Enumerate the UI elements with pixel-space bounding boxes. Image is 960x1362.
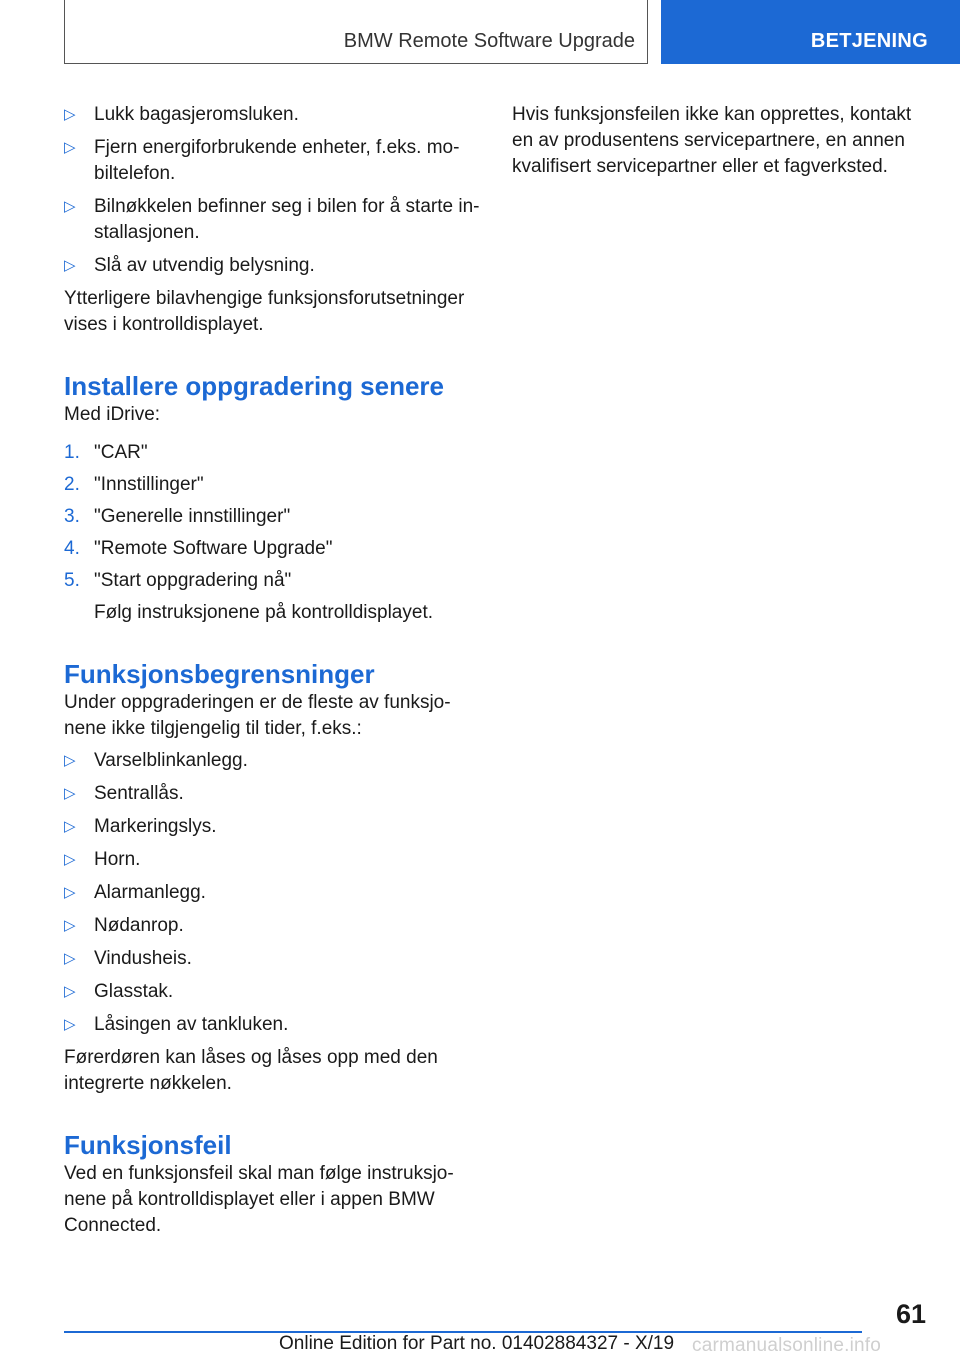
triangle-bullet-icon: ▷ [64, 106, 76, 123]
list-item-text: Lukk bagasjeromsluken. [94, 104, 299, 125]
list-item-text: Vindusheis. [94, 948, 192, 969]
step-note: Følg instruksjonene på kontrolldisplayet. [94, 602, 434, 623]
list-item-text: Låsingen av tankluken. [94, 1014, 289, 1035]
triangle-bullet-icon: ▷ [64, 917, 76, 934]
step-number: 4. [64, 538, 80, 559]
step-item [64, 440, 480, 466]
step-number: 5. [64, 570, 80, 591]
list-item [64, 847, 480, 873]
list-item [64, 814, 480, 840]
left-column [64, 102, 480, 1245]
step-number: 1. [64, 442, 80, 463]
right-column [512, 102, 922, 186]
triangle-bullet-icon: ▷ [64, 752, 76, 769]
idrive-intro: Med iDrive: [64, 404, 161, 425]
list-item [64, 253, 480, 279]
triangle-bullet-icon: ▷ [64, 818, 76, 835]
triangle-bullet-icon: ▷ [64, 139, 76, 156]
step-number: 3. [64, 506, 80, 527]
triangle-bullet-icon: ▷ [64, 1016, 76, 1033]
header-title-box [64, 0, 648, 64]
malfunction-contact-paragraph: Hvis funksjonsfeilen ikke kan opprettes, kontakt en av produsentens servicepartnere, en annen kvalifisert servicepartner eller et fagverksted. [512, 104, 912, 177]
list-item-text: Alarmanlegg. [94, 882, 206, 903]
list-item [64, 1012, 480, 1038]
list-item [64, 946, 480, 972]
list-item-text: Glasstak. [94, 981, 174, 1002]
step-number: 2. [64, 474, 80, 495]
triangle-bullet-icon: ▷ [64, 785, 76, 802]
footer-edition: Online Edition for Part no. 01402884327 - X/19 [279, 1333, 675, 1354]
step-item [64, 504, 480, 530]
step-text: "Start oppgradering nå" [94, 570, 292, 591]
header-title: BMW Remote Software Upgrade [343, 30, 635, 52]
step-item [64, 568, 480, 594]
triangle-bullet-icon: ▷ [64, 198, 76, 215]
list-item-text: Varselblinkanlegg. [94, 750, 248, 771]
malfunction-paragraph: Ved en funksjonsfeil skal man følge instruksjonene på kontrolldisplayet eller i appen BMW Connected. [64, 1163, 454, 1236]
list-item [64, 748, 480, 774]
list-item [64, 781, 480, 807]
watermark: carmanualsonline.info [692, 1335, 882, 1356]
list-item [64, 913, 480, 939]
list-item-text: Markeringslys. [94, 816, 217, 837]
step-text: "Remote Software Upgrade" [94, 538, 333, 559]
driver-door-paragraph: Førerdøren kan låses og låses opp med den integrerte nøkkelen. [64, 1047, 438, 1094]
step-item [64, 536, 480, 562]
list-item [64, 880, 480, 906]
heading-malfunction: Funksjonsfeil [64, 1130, 232, 1160]
heading-function-limits: Funksjonsbegrensninger [64, 659, 375, 689]
list-item-text: Sentrallås. [94, 783, 184, 804]
limits-intro: Under oppgraderingen er de fleste av funksjonene ikke tilgjengelig til tider, f.eks.: [64, 692, 451, 739]
triangle-bullet-icon: ▷ [64, 257, 76, 274]
step-text: "Innstillinger" [94, 474, 204, 495]
section-tab [661, 0, 960, 64]
page-number: 61 [895, 1299, 926, 1329]
step-item [64, 472, 480, 498]
step-text: "Generelle innstillinger" [94, 506, 291, 527]
list-item-text: Horn. [94, 849, 141, 870]
step-text: "CAR" [94, 442, 148, 463]
list-item-text: Nødanrop. [94, 915, 184, 936]
triangle-bullet-icon: ▷ [64, 950, 76, 967]
list-item [64, 102, 480, 128]
heading-install-later: Installere oppgradering senere [64, 371, 445, 401]
list-item-text: Bilnøkkelen befinner seg i bilen for å starte installasjonen. [94, 196, 480, 243]
triangle-bullet-icon: ▷ [64, 851, 76, 868]
list-item [64, 194, 480, 246]
list-item [64, 979, 480, 1005]
triangle-bullet-icon: ▷ [64, 884, 76, 901]
triangle-bullet-icon: ▷ [64, 983, 76, 1000]
requirements-paragraph: Ytterligere bilavhengige funksjonsforutsetninger vises i kontrolldisplayet. [64, 288, 465, 335]
section-tab-label: BETJENING [810, 30, 928, 52]
list-item-text: Fjern energiforbrukende enheter, f.eks. mobiltelefon. [94, 137, 460, 184]
list-item-text: Slå av utvendig belysning. [94, 255, 315, 276]
list-item [64, 135, 480, 187]
